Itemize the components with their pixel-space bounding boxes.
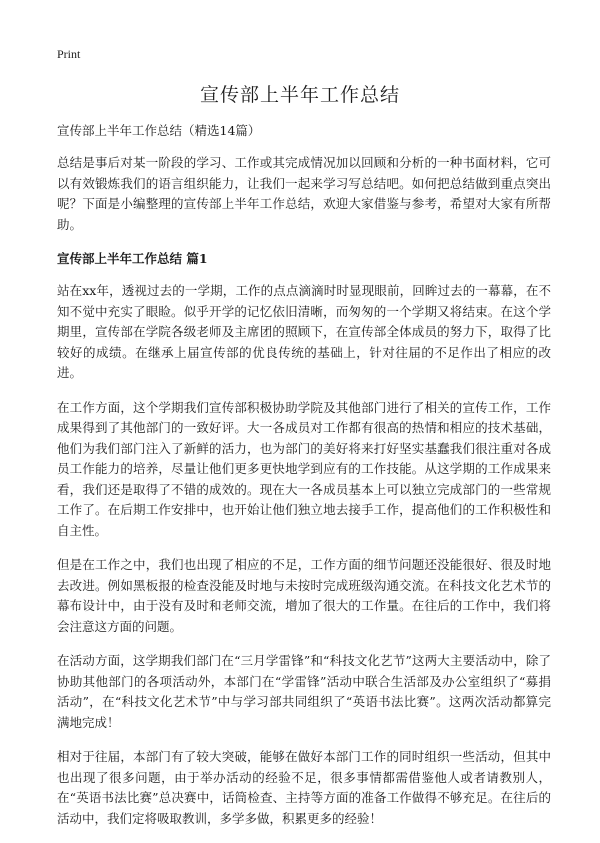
article-body	[57, 121, 551, 843]
article-subtitle: 宣传部上半年工作总结（精选14篇）	[57, 123, 261, 138]
section-heading: 宣传部上半年工作总结 篇1	[57, 251, 208, 266]
print-link[interactable]: Print	[57, 47, 81, 61]
page-title: 宣传部上半年工作总结	[199, 84, 400, 106]
paragraph-1: 站在xx年，透视过去的一学期，工作的点点滴滴时时显现眼前，回眸过去的一幕幕，在不知不觉中充实了眼睑。似乎开学的记忆依旧清晰，而匆匆的一个学期又将结束。在这个学期里，宣传部在学院各级老师及主席团的照顾下，在宣传部全体成员的努力下，取得了比较好的成绩。在继承上届宣传部的优良传统的基础上，针对往届的不足作出了相应的改进。	[57, 283, 551, 380]
paragraph-2: 在工作方面，这个学期我们宣传部积极协助学院及其他部门进行了相关的宣传工作，工作成果得到了其他部门的一致好评。大一各成员对工作都有很高的热情和相应的技术基础，他们为我们部门注入了新鲜的活力，也为部门的美好将来打好坚实基蠢我们很注重对各成员工作能力的培养，尽量让他们更多更快地学到应有的工作技能。从这学期的工作成果来看，我们还是取得了不错的成效的。现在大一各成员基本上可以独立完成部门的一些常规工作了。在后期工作安排中，也开始让他们独立地去接手工作，提高他们的工作积极性和自主性。	[57, 399, 551, 538]
paragraph-5: 相对于往届，本部门有了较大突破，能够在做好本部门工作的同时组织一些活动，但其中也出现了很多问题，由于举办活动的经验不足，很多事情都需借鉴他人或者请教别人，在“英语书法比赛”总决赛中，话筒检查、主持等方面的准备工作做得不够充足。在往后的活动中，我们定将吸取教训，多学多做，积累更多的经验！	[57, 749, 551, 826]
intro-paragraph: 总结是事后对某一阶段的学习、工作或其完成情况加以回顾和分析的一种书面材料，它可以有效锻炼我们的语言组织能力，让我们一起来学习写总结吧。如何把总结做到重点突出呢？下面是小编整理的宣传部上半年工作总结，欢迎大家借鉴与参考，希望对大家有所帮助。	[57, 155, 551, 232]
paragraph-4: 在活动方面，这学期我们部门在“三月学雷锋”和“科技文化艺节”这两大主要活动中，除了协助其他部门的各项活动外，本部门在“学雷锋”活动中联合生活部及办公室组织了“募捐活动”，在“科技文化艺术节”中与学习部共同组织了“英语书法比赛”。这两次活动都算完满地完成！	[57, 653, 551, 730]
paragraph-3: 但是在工作之中，我们也出现了相应的不足，工作方面的细节问题还没能很好、很及时地去改进。例如黑板报的检查没能及时地与未按时完成班级沟通交流。在科技文化艺术节的幕布设计中，由于没有及时和老师交流，增加了很大的工作量。在往后的工作中，我们将会注意这方面的问题。	[57, 557, 551, 634]
